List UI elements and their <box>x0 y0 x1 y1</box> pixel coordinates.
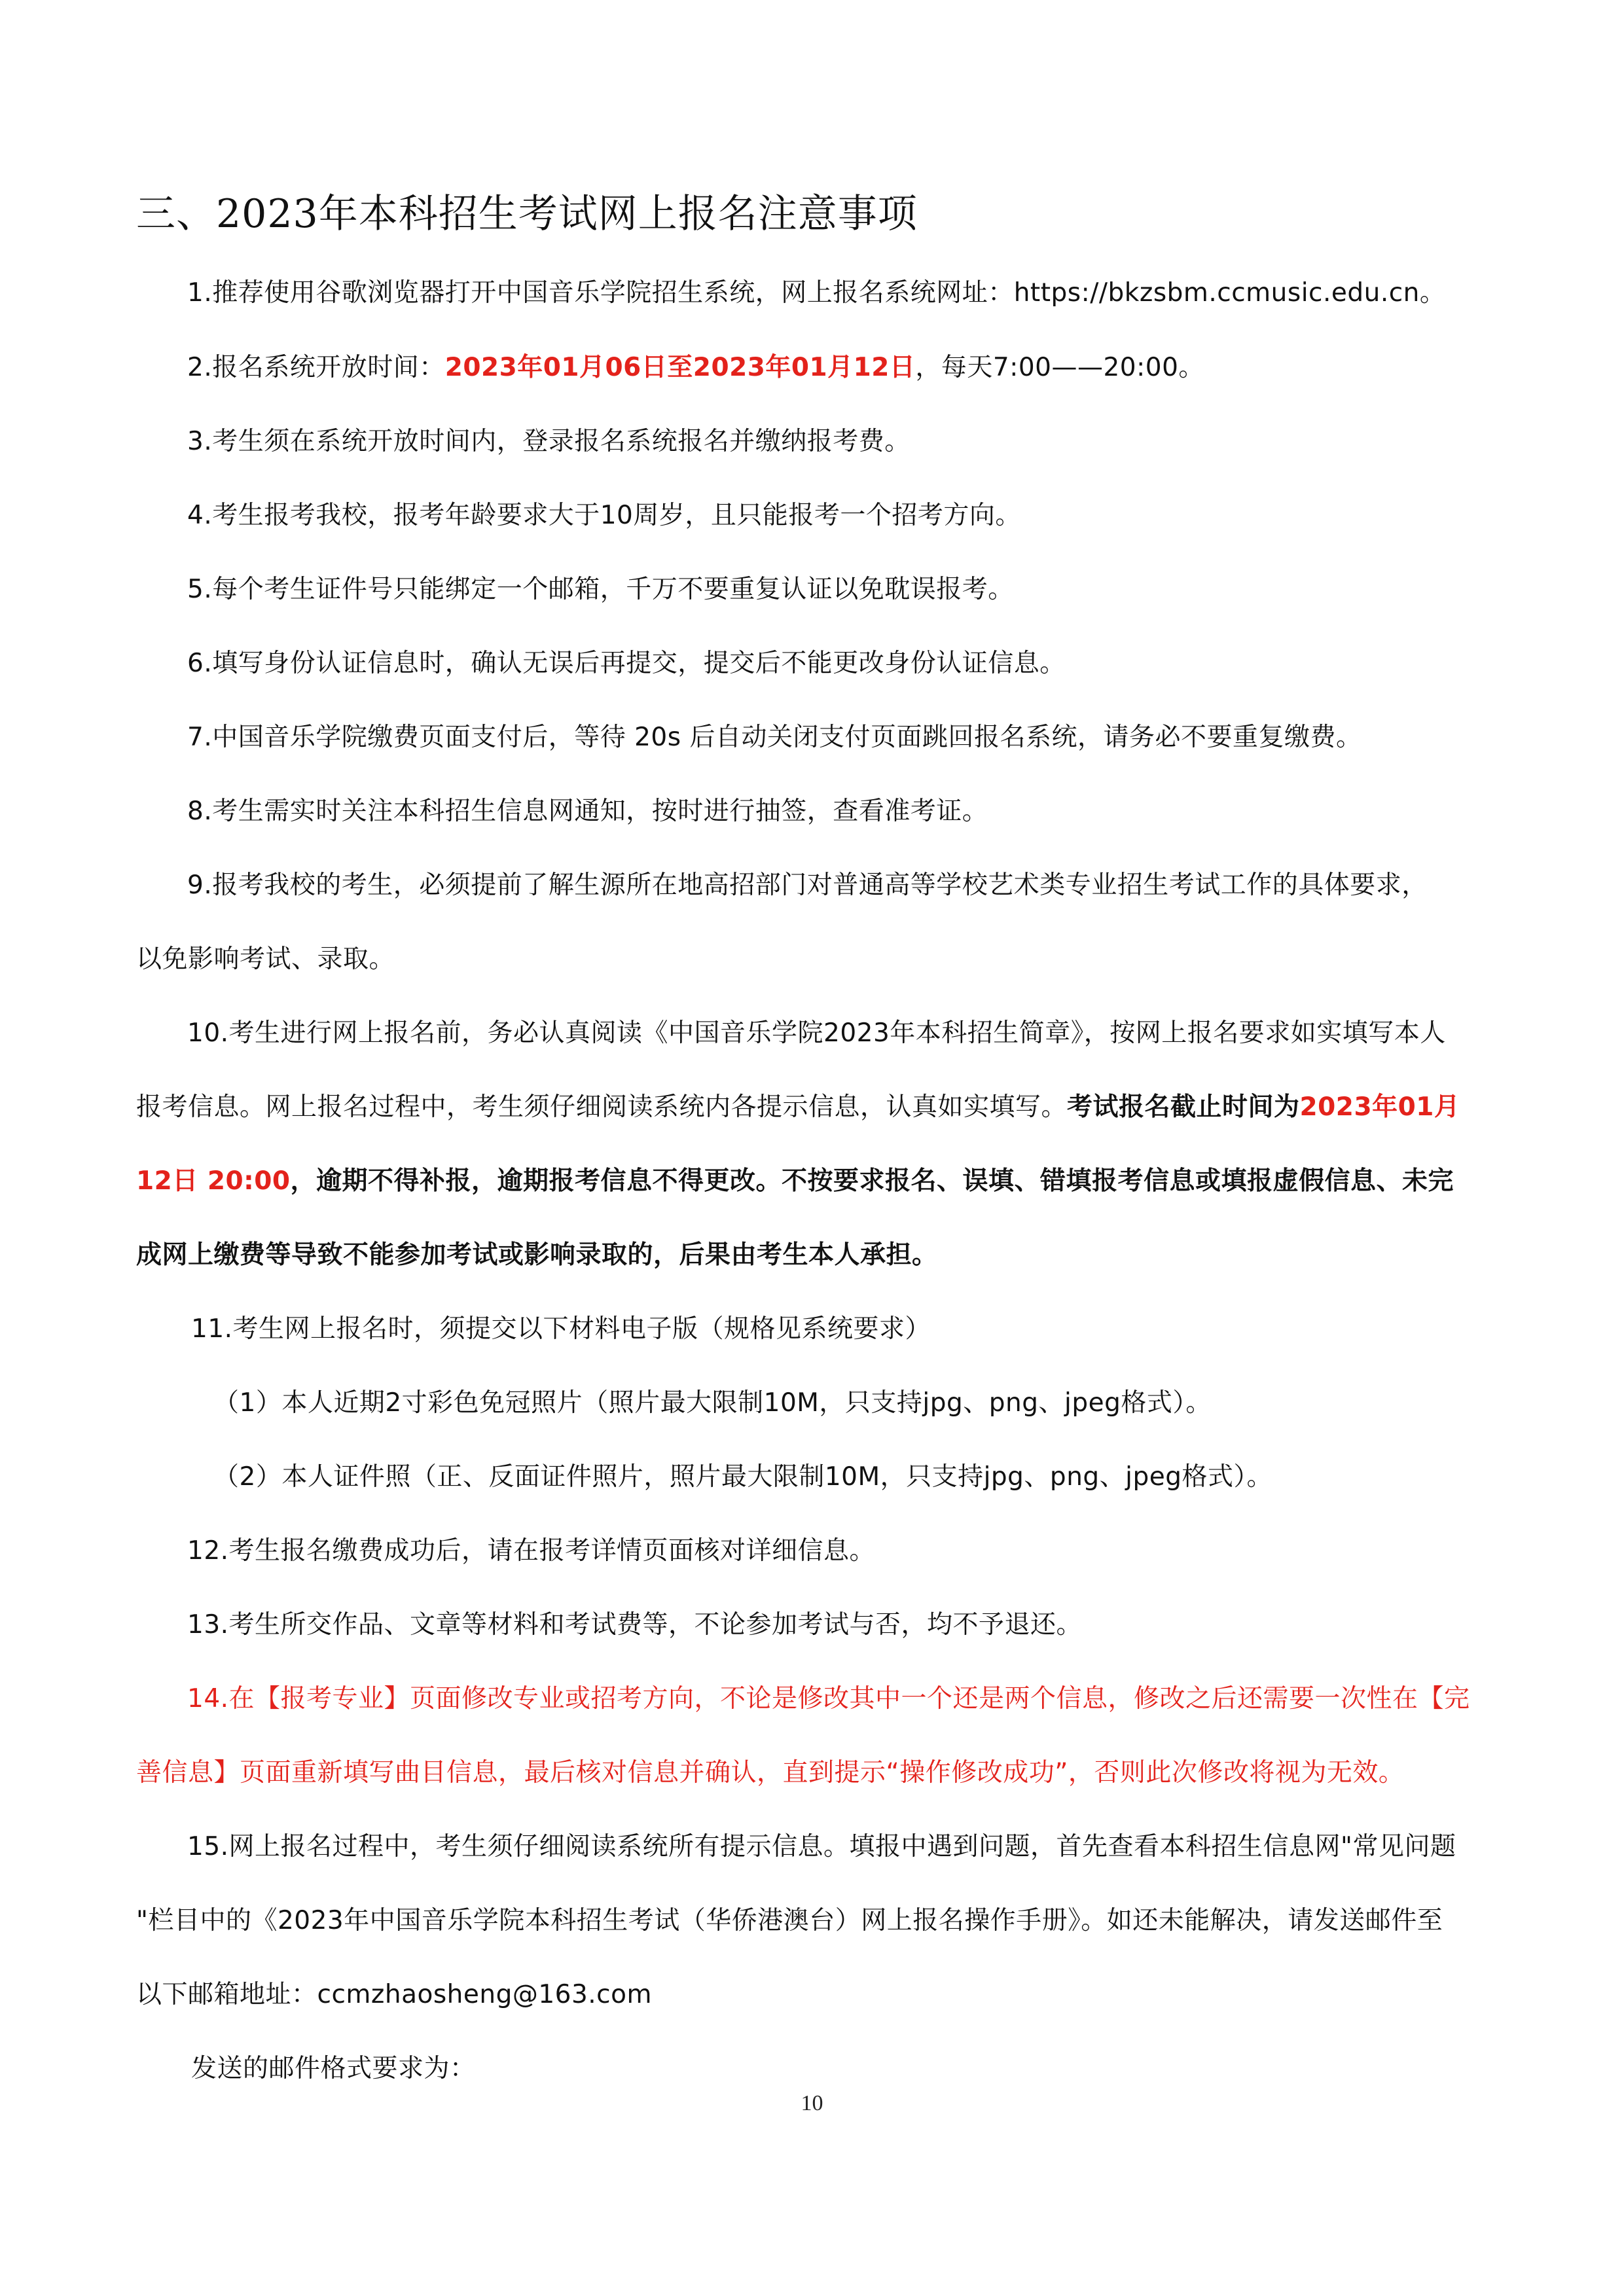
item-2 <box>187 348 1204 387</box>
item-10-deadline-time: 12日 20:00 <box>136 1166 291 1196</box>
item-15-line-1: 15.网上报名过程中，考生须仔细阅读系统所有提示信息。填报中遇到问题，首先查看本科招生信息网"常见问题 <box>187 1832 1456 1861</box>
item-2-prefix: 2.报名系统开放时间： <box>187 353 445 382</box>
item-5: 5.每个考生证件号只能绑定一个邮箱，千万不要重复认证以免耽误报考。 <box>187 575 1014 604</box>
page-number: 10 <box>801 2091 823 2115</box>
item-10-deadline-date: 2023年01月 <box>1299 1092 1460 1122</box>
item-11-line-1: 11.考生网上报名时，须提交以下材料电子版（规格见系统要求） <box>191 1314 931 1344</box>
item-8: 8.考生需实时关注本科招生信息网通知，按时进行抽签，查看准考证。 <box>187 797 988 826</box>
item-7: 7.中国音乐学院缴费页面支付后，等待 20s 后自动关闭支付页面跳回报名系统，请务必不要重复缴费。 <box>187 723 1362 752</box>
item-9-line-2: 以免影响考试、录取。 <box>136 944 395 974</box>
item-10-deadline-label: 考试报名截止时间为 <box>1067 1092 1300 1122</box>
item-15-line-2: "栏目中的《2023年中国音乐学院本科招生考试（华侨港澳台）网上报名操作手册》。如还未能解决，请发送邮件至 <box>136 1906 1443 1935</box>
email-format-intro: 发送的邮件格式要求为： <box>191 2054 476 2083</box>
item-14-line-1: 14.在【报考专业】页面修改专业或招考方向，不论是修改其中一个还是两个信息，修改之后还需要一次性在【完 <box>187 1684 1470 1713</box>
item-15-line-3: 以下邮箱地址：ccmzhaosheng@163.com <box>136 1980 652 2009</box>
section-heading: 三、2023年本科招生考试网上报名注意事项 <box>136 191 918 237</box>
item-6: 6.填写身份认证信息时，确认无误后再提交，提交后不能更改身份认证信息。 <box>187 649 1066 678</box>
item-1: 1.推荐使用谷歌浏览器打开中国音乐学院招生系统，网上报名系统网址：https://bkzsbm.ccmusic.edu.cn。 <box>187 278 1446 308</box>
item-9-line-1: 9.报考我校的考生，必须提前了解生源所在地高招部门对普通高等学校艺术类专业招生考试工作的具体要求， <box>187 870 1428 900</box>
item-10-line-3 <box>136 1162 1454 1201</box>
item-3: 3.考生须在系统开放时间内，登录报名系统报名并缴纳报考费。 <box>187 427 911 456</box>
item-11-sub-1: （1）本人近期2寸彩色免冠照片（照片最大限制10M，只支持jpg、png、jpeg格式）。 <box>213 1388 1212 1418</box>
item-12: 12.考生报名缴费成功后，请在报考详情页面核对详细信息。 <box>187 1536 876 1566</box>
item-10-warning: ，逾期不得补报，逾期报考信息不得更改。不按要求报名、误填、错填报考信息或填报虚假信息、未完 <box>290 1166 1454 1196</box>
item-10-line-1: 10.考生进行网上报名前，务必认真阅读《中国音乐学院2023年本科招生简章》，按网上报名要求如实填写本人 <box>187 1018 1446 1048</box>
item-13: 13.考生所交作品、文章等材料和考试费等，不论参加考试与否，均不予退还。 <box>187 1610 1083 1640</box>
item-10-line-2-text: 报考信息。网上报名过程中，考生须仔细阅读系统内各提示信息，认真如实填写。 <box>136 1092 1068 1122</box>
item-10-line-4: 成网上缴费等导致不能参加考试或影响录取的，后果由考生本人承担。 <box>136 1240 938 1270</box>
item-11-sub-2: （2）本人证件照（正、反面证件照片，照片最大限制10M，只支持jpg、png、jpeg格式）。 <box>213 1462 1273 1492</box>
item-10-line-2 <box>136 1088 1460 1127</box>
item-2-suffix: ，每天7:00——20:00。 <box>915 353 1204 382</box>
item-2-dates: 2023年01月06日至2023年01月12日 <box>444 353 916 382</box>
item-4: 4.考生报考我校，报考年龄要求大于10周岁，且只能报考一个招考方向。 <box>187 501 1021 530</box>
item-14-line-2: 善信息】页面重新填写曲目信息，最后核对信息并确认，直到提示“操作修改成功”，否则此次修改将视为无效。 <box>136 1758 1405 1787</box>
